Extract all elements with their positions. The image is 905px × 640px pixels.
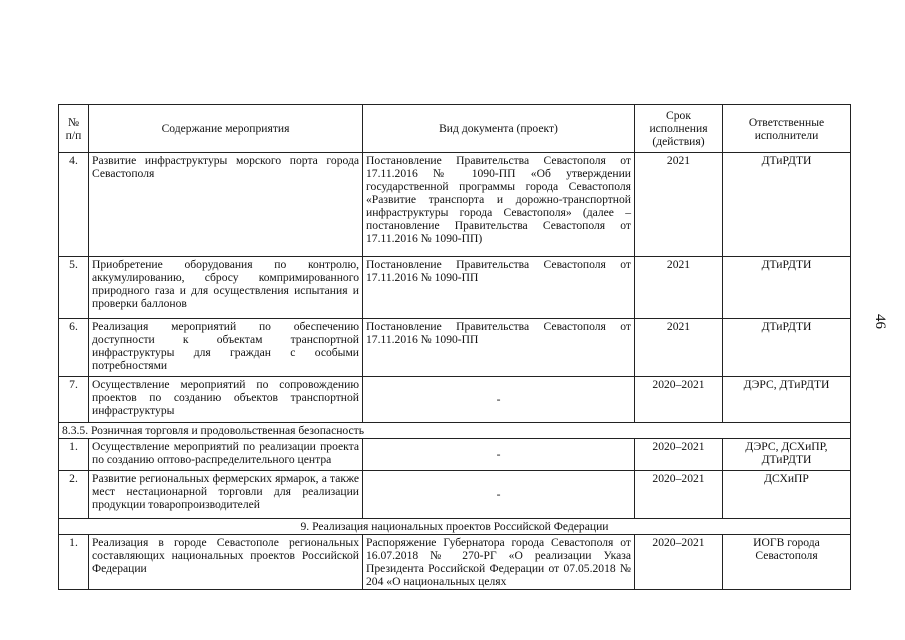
row-num: 4. bbox=[59, 153, 89, 257]
table-row bbox=[59, 439, 851, 471]
row-content: Развитие региональных фермерских ярмарок, а также мест нестационарной торговли для реализации продукции товаропроизводителей bbox=[89, 471, 363, 519]
header-num: № п/п bbox=[59, 105, 89, 153]
row-num: 1. bbox=[59, 439, 89, 471]
row-resp: ИОГВ города Севастополя bbox=[723, 535, 851, 590]
page-number: 46 bbox=[872, 314, 888, 329]
section-row bbox=[59, 519, 851, 535]
section-row bbox=[59, 423, 851, 439]
table-row bbox=[59, 319, 851, 377]
row-term: 2020–2021 bbox=[635, 377, 723, 423]
row-resp: ДТиРДТИ bbox=[723, 319, 851, 377]
row-doc: Распоряжение Губернатора города Севастополя от 16.07.2018 № 270-РГ «О реализации Указа Президента Российской Федерации от 07.05.2018 № 204 «О национальных целях bbox=[363, 535, 635, 590]
row-resp: ДТиРДТИ bbox=[723, 153, 851, 257]
row-term: 2021 bbox=[635, 257, 723, 319]
row-term: 2021 bbox=[635, 319, 723, 377]
row-content: Реализация мероприятий по обеспечению доступности к объектам транспортной инфраструктуры для граждан с особыми потребностями bbox=[89, 319, 363, 377]
row-num: 6. bbox=[59, 319, 89, 377]
row-resp: ДТиРДТИ bbox=[723, 257, 851, 319]
table-row bbox=[59, 377, 851, 423]
section-heading: 9. Реализация национальных проектов Российской Федерации bbox=[59, 519, 851, 535]
row-term: 2020–2021 bbox=[635, 471, 723, 519]
row-content: Приобретение оборудования по контролю, аккумулированию, сбросу компримированного природного газа и для осуществления испытания и проверки баллонов bbox=[89, 257, 363, 319]
row-doc: - bbox=[363, 377, 635, 423]
row-num: 1. bbox=[59, 535, 89, 590]
row-doc: Постановление Правительства Севастополя от 17.11.2016 № 1090-ПП bbox=[363, 257, 635, 319]
table-row bbox=[59, 257, 851, 319]
row-doc: Постановление Правительства Севастополя от 17.11.2016 № 1090-ПП «Об утверждении государственной программы города Севастополя «Развитие транспорта и дорожно-транспортной инфраструктуры города Севастополя» (далее – постановление Правительства Севастополя от 17.11.2016 № 1090-ПП) bbox=[363, 153, 635, 257]
row-resp: ДЭРС, ДСХиПР, ДТиРДТИ bbox=[723, 439, 851, 471]
row-doc: Постановление Правительства Севастополя от 17.11.2016 № 1090-ПП bbox=[363, 319, 635, 377]
header-resp: Ответственные исполнители bbox=[723, 105, 851, 153]
measures-table bbox=[58, 104, 851, 590]
row-content: Реализация в городе Севастополе региональных составляющих национальных проектов Российской Федерации bbox=[89, 535, 363, 590]
row-content: Развитие инфраструктуры морского порта города Севастополя bbox=[89, 153, 363, 257]
header-doc: Вид документа (проект) bbox=[363, 105, 635, 153]
row-resp: ДСХиПР bbox=[723, 471, 851, 519]
table-row bbox=[59, 471, 851, 519]
row-num: 5. bbox=[59, 257, 89, 319]
row-content: Осуществление мероприятий по реализации проекта по созданию оптово-распределительного центра bbox=[89, 439, 363, 471]
header-term: Срок исполнения (действия) bbox=[635, 105, 723, 153]
row-resp: ДЭРС, ДТиРДТИ bbox=[723, 377, 851, 423]
header-content: Содержание мероприятия bbox=[89, 105, 363, 153]
header-row bbox=[59, 105, 851, 153]
row-term: 2020–2021 bbox=[635, 439, 723, 471]
row-doc: - bbox=[363, 439, 635, 471]
table-row bbox=[59, 153, 851, 257]
row-num: 7. bbox=[59, 377, 89, 423]
row-content: Осуществление мероприятий по сопровождению проектов по созданию объектов транспортной инфраструктуры bbox=[89, 377, 363, 423]
section-heading: 8.3.5. Розничная торговля и продовольственная безопасность bbox=[59, 423, 851, 439]
row-num: 2. bbox=[59, 471, 89, 519]
row-doc: - bbox=[363, 471, 635, 519]
row-term: 2020–2021 bbox=[635, 535, 723, 590]
row-term: 2021 bbox=[635, 153, 723, 257]
table-row bbox=[59, 535, 851, 590]
